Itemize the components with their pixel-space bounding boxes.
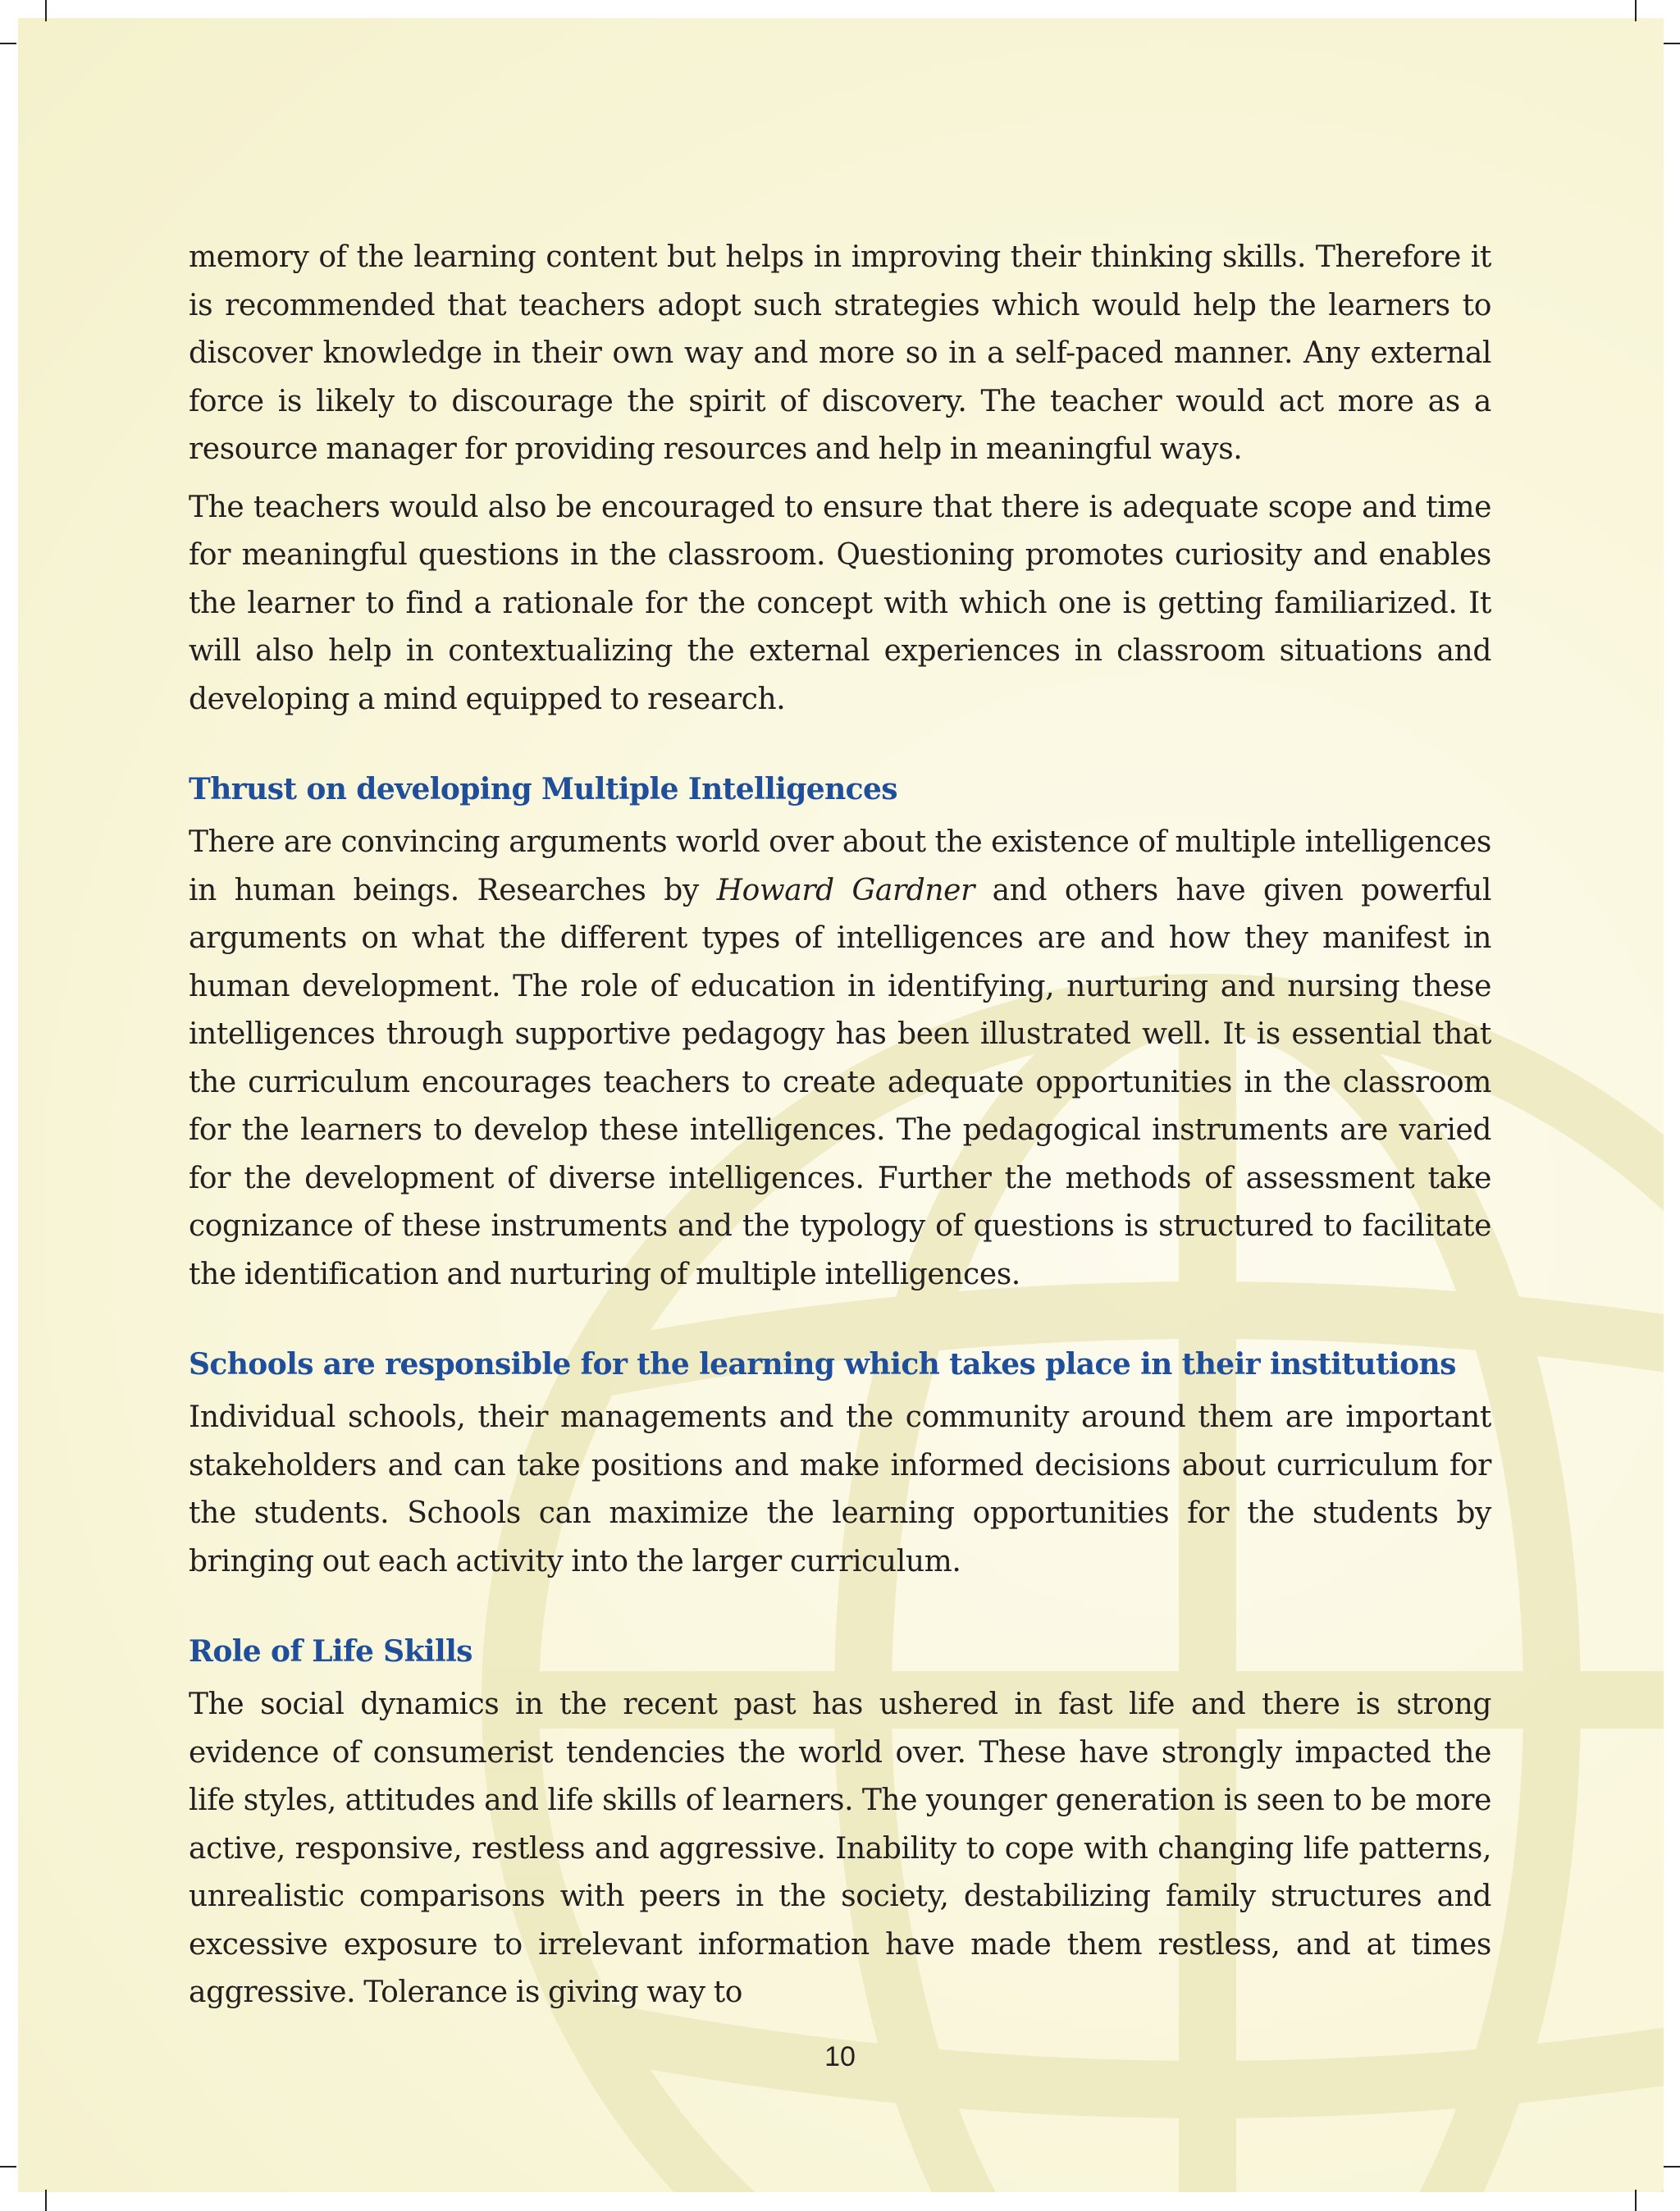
author-name: Howard Gardner — [716, 873, 975, 907]
crop-mark — [1635, 0, 1637, 21]
paragraph-questioning: The teachers would also be encouraged to ensure that there is adequate scope and time for meaningful questions in the classroom. Questioning promotes curiosity and enables the learner to find a rationale for the concept with which one is getting familiarized. It will also help in contextualizing the external experiences in classroom situations and developing a mind equipped to research. — [189, 490, 1491, 716]
crop-mark — [1635, 2190, 1637, 2211]
page-content — [189, 234, 1491, 2017]
heading-life-skills: Role of Life Skills — [189, 1634, 472, 1669]
page-number: 10 — [824, 2041, 856, 2072]
paragraph-multiple-intelligences — [189, 819, 1491, 1299]
crop-mark — [45, 2190, 47, 2211]
crop-mark — [1664, 2166, 1680, 2168]
heading-multiple-intelligences: Thrust on developing Multiple Intelligences — [189, 772, 897, 806]
crop-mark — [1664, 43, 1680, 44]
text-segment: There are convincing arguments world over about the existence of multiple intelligences in human beings. Researches by — [189, 825, 1491, 907]
heading-schools-responsible: Schools are responsible for the learning which takes place in their institutions — [189, 1347, 1456, 1382]
text-segment: and others have given powerful arguments on what the different types of intelligences are and how they manifest in human development. The role of education in identifying, nurturing and nursing these intelligences through supportive pedagogy has been illustrated well. It is essential that the curriculum encourages teachers to create adequate opportunities in the classroom for the learners to develop these intelligences. The pedagogical instruments are varied for the development of diverse intelligences. Further the methods of assessment take cognizance of these instruments and the typology of questions is structured to facilitate the identification and nurturing of multiple intelligences. — [189, 873, 1491, 1291]
paragraph-schools: Individual schools, their managements and the community around them are important stakeholders and can take positions and make informed decisions about curriculum for the students. Schools can maximize the learning opportunities for the students by bringing out each activity into the larger curriculum. — [189, 1400, 1491, 1578]
paragraph-life-skills: The social dynamics in the recent past has ushered in fast life and there is strong evidence of consumerist tendencies the world over. These have strongly impacted the life styles, attitudes and life skills of learners. The younger generation is seen to be more active, responsive, restless and aggressive. Inability to cope with changing life patterns, unrealistic comparisons with peers in the society, destabilizing family structures and excessive exposure to irrelevant information have made them restless, and at times aggressive. Tolerance is giving way to — [189, 1688, 1491, 2009]
crop-mark — [0, 2166, 16, 2168]
crop-mark — [0, 43, 16, 44]
paragraph-discovery: memory of the learning content but helps in improving their thinking skills. Therefore it is recommended that teachers adopt such strategies which would help the learners to discover knowledge in their own way and more so in a self-paced manner. Any external force is likely to discourage the spirit of discovery. The teacher would act more as a resource manager for providing resources and help in meaningful ways. — [189, 240, 1491, 466]
crop-mark — [45, 0, 47, 21]
